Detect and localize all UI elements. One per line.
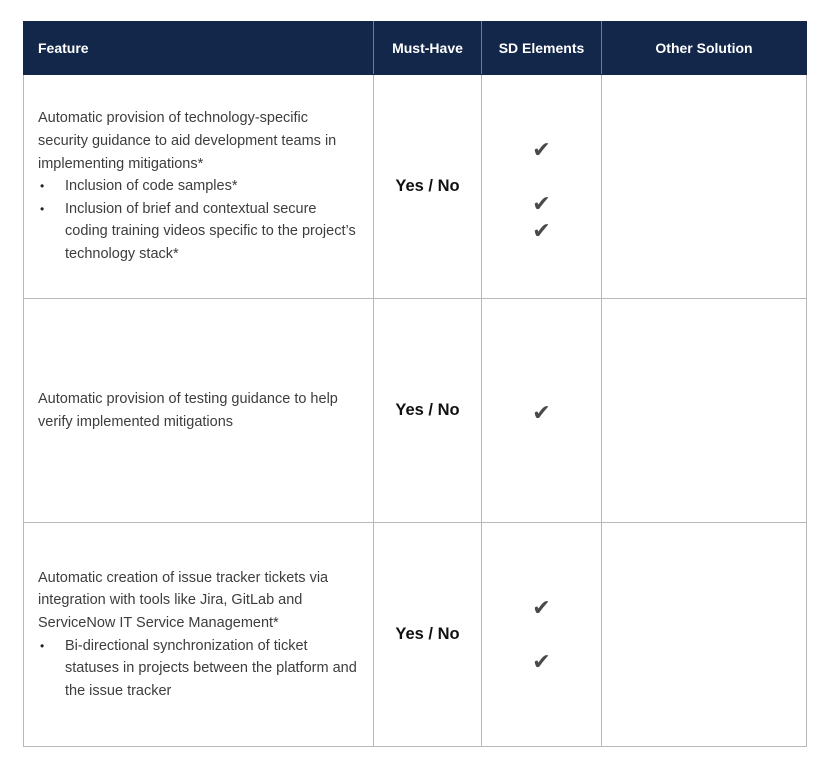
bullet-icon: • xyxy=(40,638,45,653)
feature-description: Automatic provision of testing guidance to help verify implemented mitigations xyxy=(38,390,338,430)
bullet-text: Inclusion of code samples* xyxy=(65,178,238,195)
list-item xyxy=(38,198,359,266)
feature-comparison-table xyxy=(23,21,807,747)
checkmark-icon: ✔ xyxy=(532,595,551,620)
sd-elements-cell xyxy=(482,75,602,299)
checkmark-icon: ✔ xyxy=(532,400,551,425)
bullet-text: Bi-directional synchronization of ticket statuses in projects between the platform and the issue tracker xyxy=(65,637,357,699)
checkmark-icon: ✔ xyxy=(532,649,551,674)
sd-elements-cell xyxy=(482,299,602,523)
header-row xyxy=(24,22,807,75)
header-other-solution: Other Solution xyxy=(602,22,807,75)
other-solution-cell xyxy=(602,523,807,747)
header-feature: Feature xyxy=(24,22,374,75)
feature-cell xyxy=(24,299,374,523)
header-sd-elements: SD Elements xyxy=(482,22,602,75)
feature-description: Automatic creation of issue tracker tickets via integration with tools like Jira, GitLab and ServiceNow IT Service Management* xyxy=(38,569,329,631)
feature-cell xyxy=(24,523,374,747)
other-solution-cell xyxy=(602,75,807,299)
table-row xyxy=(24,299,807,523)
bullet-icon: • xyxy=(40,201,45,216)
feature-description: Automatic provision of technology-specific security guidance to aid development teams in implementing mitigations* xyxy=(38,110,337,172)
bullet-text: Inclusion of brief and contextual secure coding training videos specific to the project’s technology stack* xyxy=(65,200,356,262)
list-item xyxy=(38,175,359,198)
sd-elements-cell xyxy=(482,523,602,747)
must-have-value: Yes / No xyxy=(374,523,482,747)
table-row xyxy=(24,75,807,299)
checkmark-icon: ✔ xyxy=(532,218,551,243)
feature-bullets xyxy=(38,635,359,703)
feature-bullets xyxy=(38,175,359,265)
bullet-icon: • xyxy=(40,179,45,194)
feature-cell xyxy=(24,75,374,299)
table-row xyxy=(24,523,807,747)
must-have-value: Yes / No xyxy=(374,299,482,523)
header-must-have: Must-Have xyxy=(374,22,482,75)
list-item xyxy=(38,635,359,703)
must-have-value: Yes / No xyxy=(374,75,482,299)
checkmark-icon: ✔ xyxy=(532,137,551,162)
checkmark-icon: ✔ xyxy=(532,191,551,216)
other-solution-cell xyxy=(602,299,807,523)
